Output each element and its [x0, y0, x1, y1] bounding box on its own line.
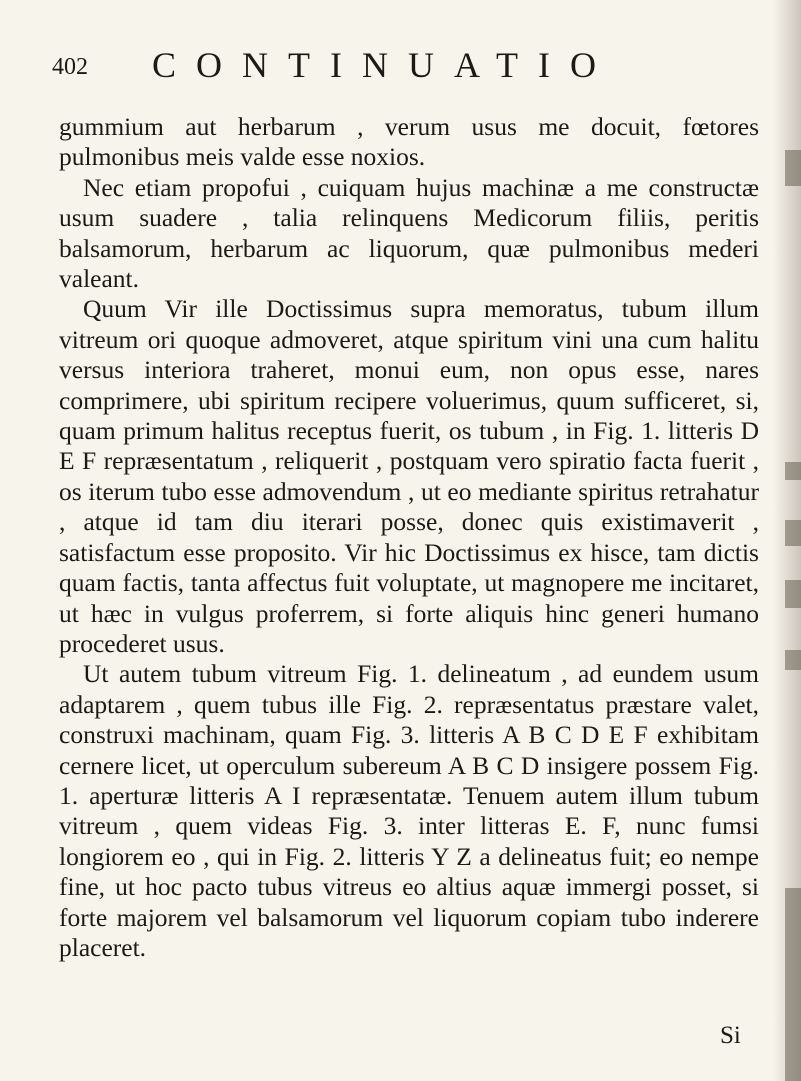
edge-mark-2 — [785, 462, 801, 480]
edge-mark-1 — [785, 150, 801, 186]
paragraph-2: Nec etiam propofui , cuiquam hujus machinæ a me constructæ usum suadere , talia relinquens Medicorum filiis, peritis balsamorum, herbarum ac liquorum, quæ pulmonibus mederi valeant. — [59, 172, 759, 294]
edge-mark-5 — [785, 650, 801, 670]
page-number: 402 — [52, 54, 88, 80]
running-title: CONTINUATIO — [152, 45, 616, 85]
edge-mark-6 — [785, 888, 801, 1081]
paragraph-3: Quum Vir ille Doctissimus supra memoratus, tubum illum vitreum ori quoque admoveret, atque spiritum vini una cum halitu versus interiora traheret, monui eum, non opus esse, nares comprimere, ubi spiritum recipere voluerimus, quum sufficeret, si, quam primum halitus receptus fuerit, os tubum , in Fig. 1. litteris D E F repræsentatum , reliquerit , postquam vero spiratio facta fuerit , os iterum tubo esse admovendum , ut eo mediante spiritus retrahatur , atque id tam diu iterari posse, donec quis existimaverit , satisfactum esse proposito. Vir hic Doctissimus ex hisce, tam dictis quam factis, tanta affectus fuit voluptate, ut magnopere me incitaret, ut hæc in vulgus proferrem, si forte aliquis hinc generi humano procederet usus. — [59, 294, 759, 658]
paragraph-1: gummium aut herbarum , verum usus me docuit, fœtores pulmonibus meis valde esse noxios. — [59, 112, 759, 172]
edge-mark-4 — [785, 580, 801, 608]
edge-mark-3 — [785, 520, 801, 546]
body-text — [59, 112, 759, 963]
page-header — [52, 44, 742, 88]
paragraph-4: Ut autem tubum vitreum Fig. 1. delineatum , ad eundem usum adaptarem , quem tubus ille Fig. 2. repræsentatus præstare valet, construxi machinam, quam Fig. 3. litteris A B C D E F exhibitam cernere licet, ut operculum subereum A B C D insigere possem Fig. 1. aperturæ litteris A I repræsentatæ. Tenuem autem illum tubum vitreum , quem videas Fig. 3. inter litteras E. F, nunc fumsi longiorem eo , qui in Fig. 2. litteris Y Z a delineatus fuit; eo nempe fine, ut hoc pacto tubus vitreus eo altius aquæ immergi posset, si forte majorem vel balsamorum vel liquorum copiam tubo inderere placeret. — [59, 659, 759, 962]
catchword: Si — [720, 1022, 741, 1049]
